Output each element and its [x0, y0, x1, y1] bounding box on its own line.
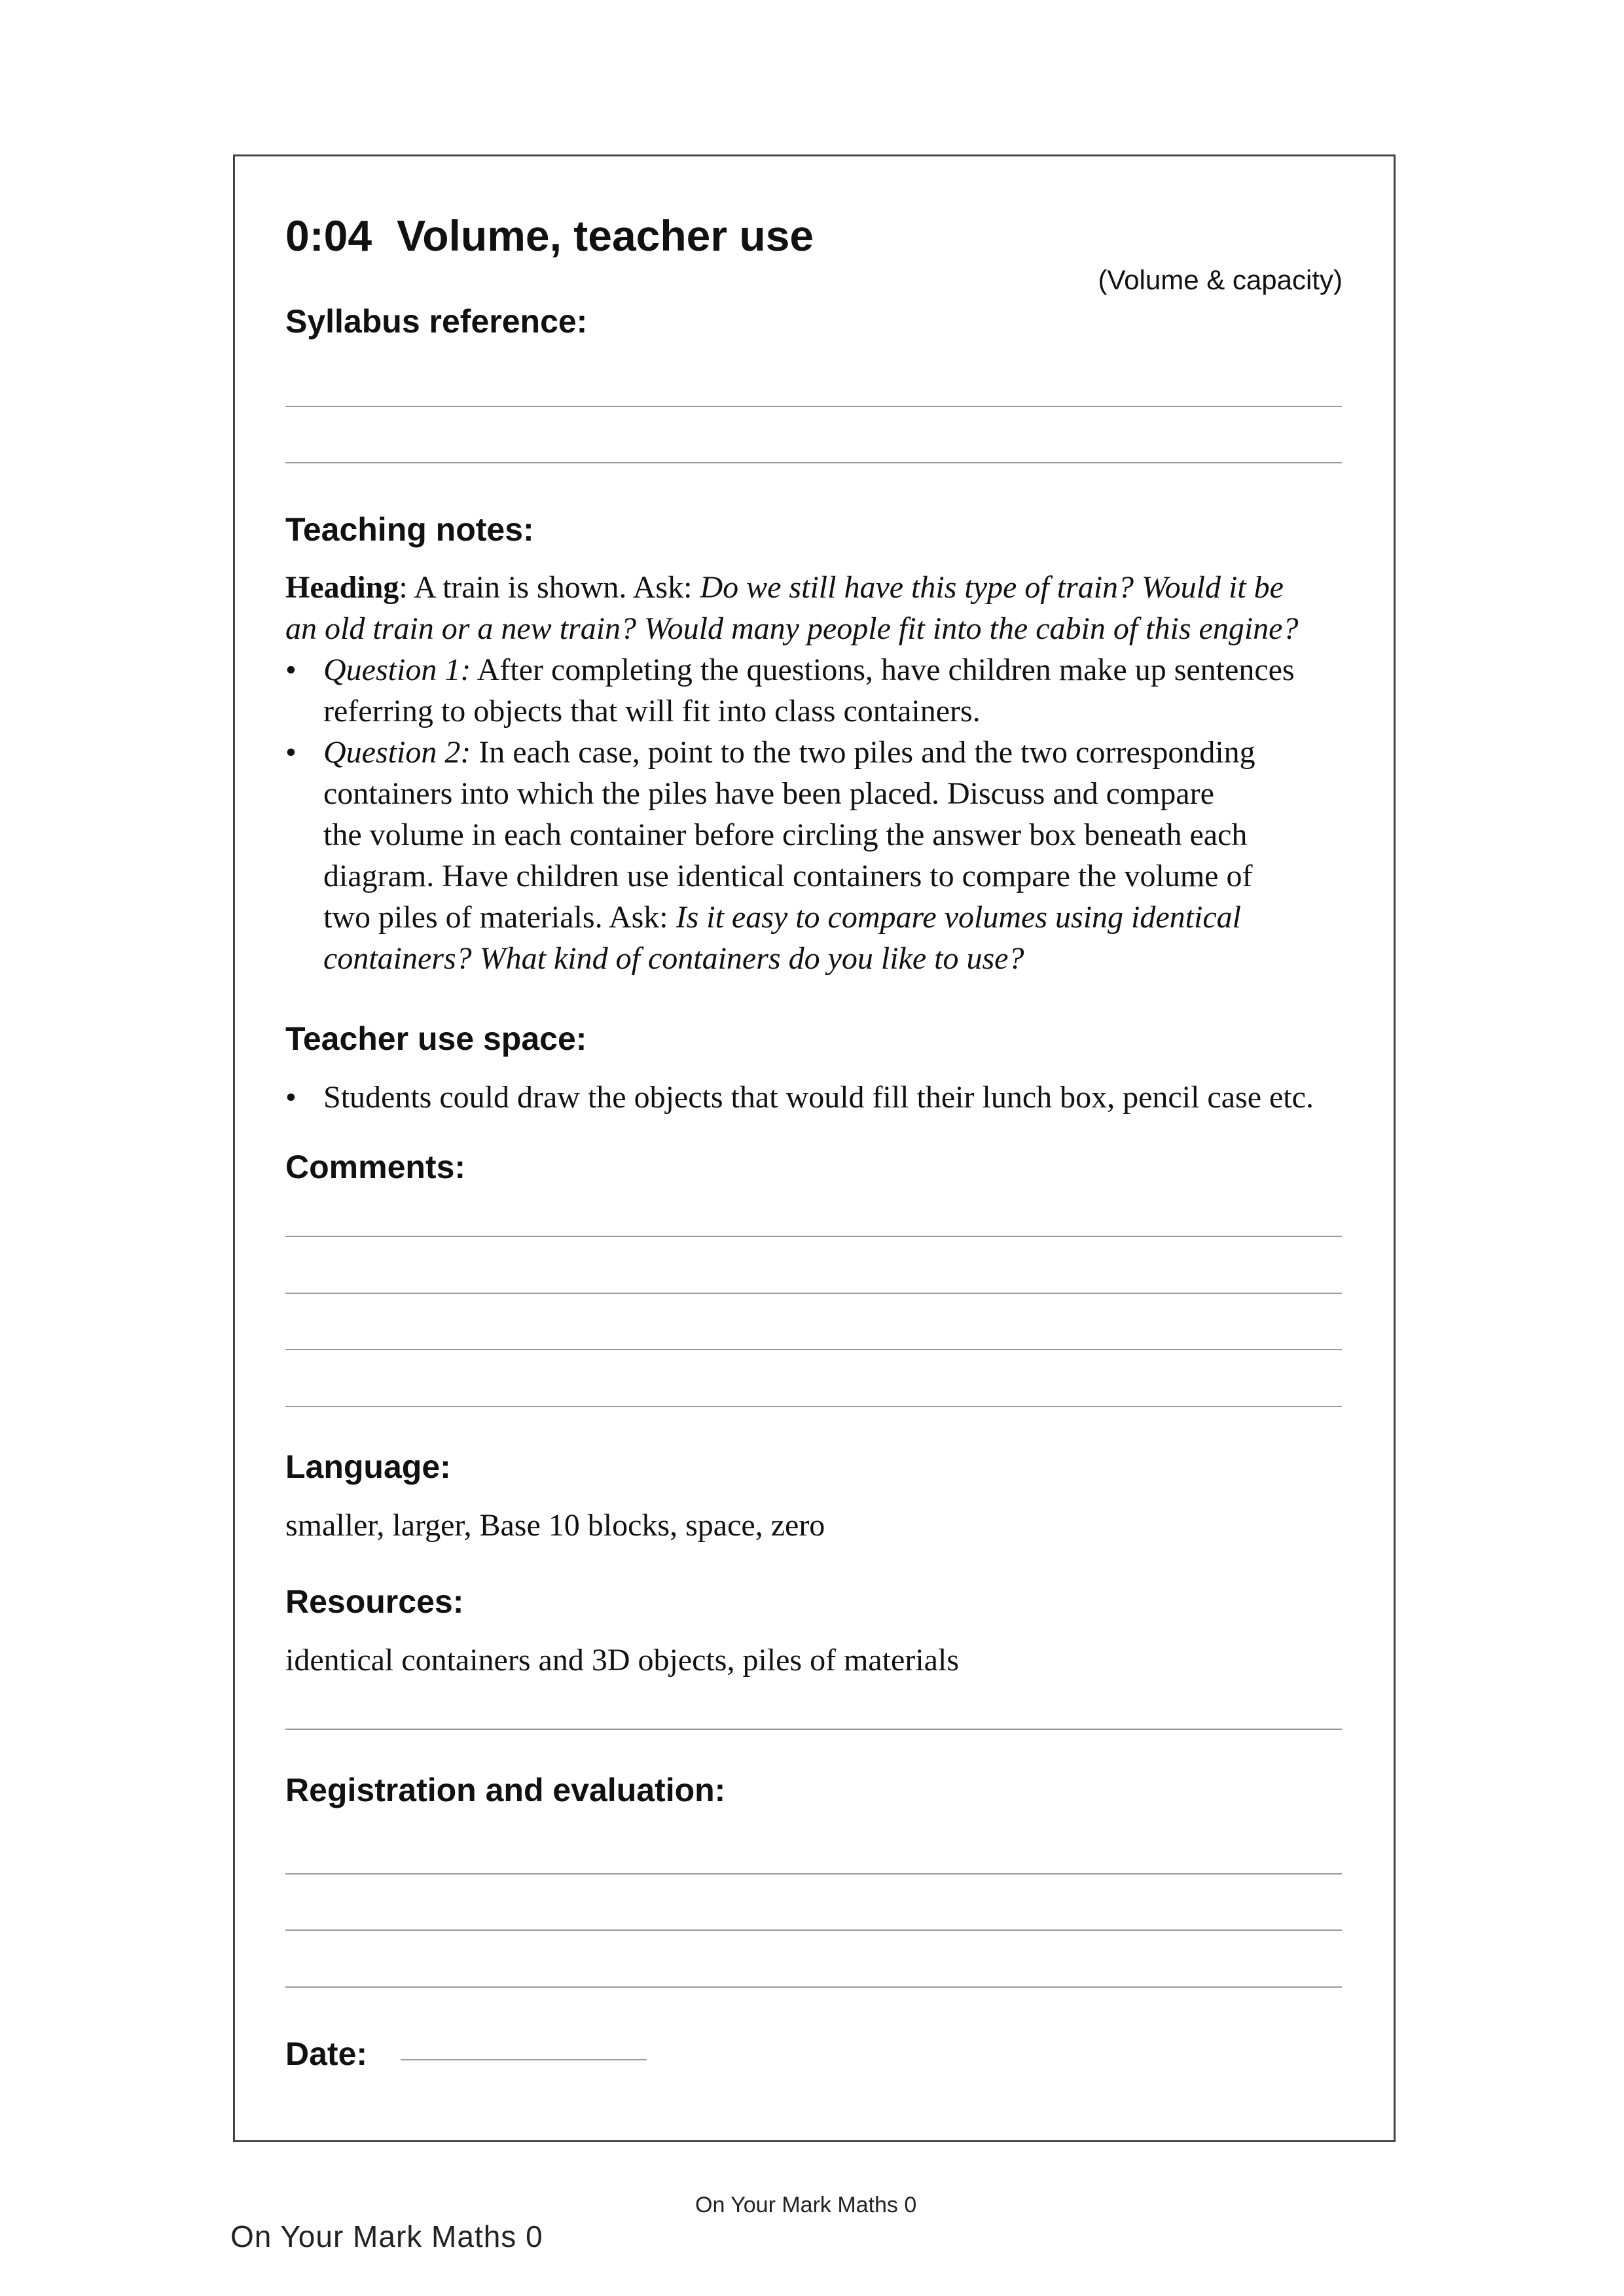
bullet-q2: • — [285, 735, 297, 770]
teaching-notes-intro-line-2 — [285, 608, 1298, 649]
intro-question-1: Do we still have this type of train? Would it be — [700, 570, 1284, 605]
syllabus-heading: Syllabus reference: — [285, 303, 588, 340]
q1-line-2: referring to objects that will fit into class containers. — [323, 694, 981, 728]
q2-line-5 — [323, 897, 1241, 938]
footer-left: On Your Mark Maths 0 — [230, 2219, 543, 2253]
teacher-use-heading: Teacher use space: — [285, 1020, 587, 1057]
q2-question-2: containers? What kind of containers do you like to use? — [323, 941, 1024, 976]
resources-line — [285, 1729, 1342, 1730]
footer-center: On Your Mark Maths 0 — [695, 2193, 917, 2217]
q2-label: Question 2: — [323, 735, 471, 770]
comments-line-4 — [285, 1406, 1342, 1407]
teacher-use-item: Students could draw the objects that would fill their lunch box, pencil case etc. — [323, 1080, 1314, 1115]
teaching-notes-intro-line-1 — [285, 567, 1284, 608]
q2-line-1 — [323, 732, 1255, 773]
q2-line-4: diagram. Have children use identical containers to compare the volume of — [323, 859, 1253, 893]
date-line — [401, 2059, 647, 2060]
syllabus-line-1 — [285, 406, 1342, 407]
worksheet-number: 0:04 — [285, 211, 372, 260]
syllabus-line-2 — [285, 462, 1342, 463]
page-title — [285, 211, 814, 260]
comments-line-3 — [285, 1349, 1342, 1350]
intro-question-2: an old train or a new train? Would many people fit into the cabin of this engine? — [285, 611, 1299, 646]
teaching-notes-heading: Teaching notes: — [285, 511, 534, 548]
comments-line-1 — [285, 1236, 1342, 1237]
intro-lead: : A train is shown. Ask: — [399, 570, 700, 605]
q1-line-1 — [323, 649, 1295, 691]
registration-line-3 — [285, 1986, 1342, 1988]
q2-text-5: two piles of materials. Ask: — [323, 900, 676, 935]
comments-line-2 — [285, 1293, 1342, 1294]
resources-heading: Resources: — [285, 1583, 464, 1620]
topic-label: (Volume & capacity) — [1098, 264, 1343, 295]
language-text: smaller, larger, Base 10 blocks, space, zero — [285, 1508, 825, 1543]
q2-text-1: In each case, point to the two piles and the two corresponding — [471, 735, 1255, 770]
comments-heading: Comments: — [285, 1149, 466, 1185]
intro-label: Heading — [285, 570, 399, 605]
registration-line-2 — [285, 1929, 1342, 1931]
bullet-q1: • — [285, 653, 297, 687]
q2-question-1: Is it easy to compare volumes using identical — [676, 900, 1241, 935]
date-heading: Date: — [285, 2036, 368, 2072]
q1-label: Question 1: — [323, 653, 471, 687]
registration-line-1 — [285, 1873, 1342, 1874]
q2-line-6 — [323, 938, 1024, 979]
q1-text-1: After completing the questions, have children make up sentences — [471, 653, 1295, 687]
q2-line-3: the volume in each container before circling the answer box beneath each — [323, 817, 1248, 852]
resources-text: identical containers and 3D objects, piles of materials — [285, 1643, 959, 1677]
q2-line-2: containers into which the piles have been placed. Discuss and compare — [323, 776, 1214, 811]
language-heading: Language: — [285, 1448, 451, 1485]
bullet-teacher-use: • — [285, 1080, 297, 1115]
worksheet-title: Volume, teacher use — [397, 211, 814, 260]
registration-heading: Registration and evaluation: — [285, 1772, 726, 1808]
